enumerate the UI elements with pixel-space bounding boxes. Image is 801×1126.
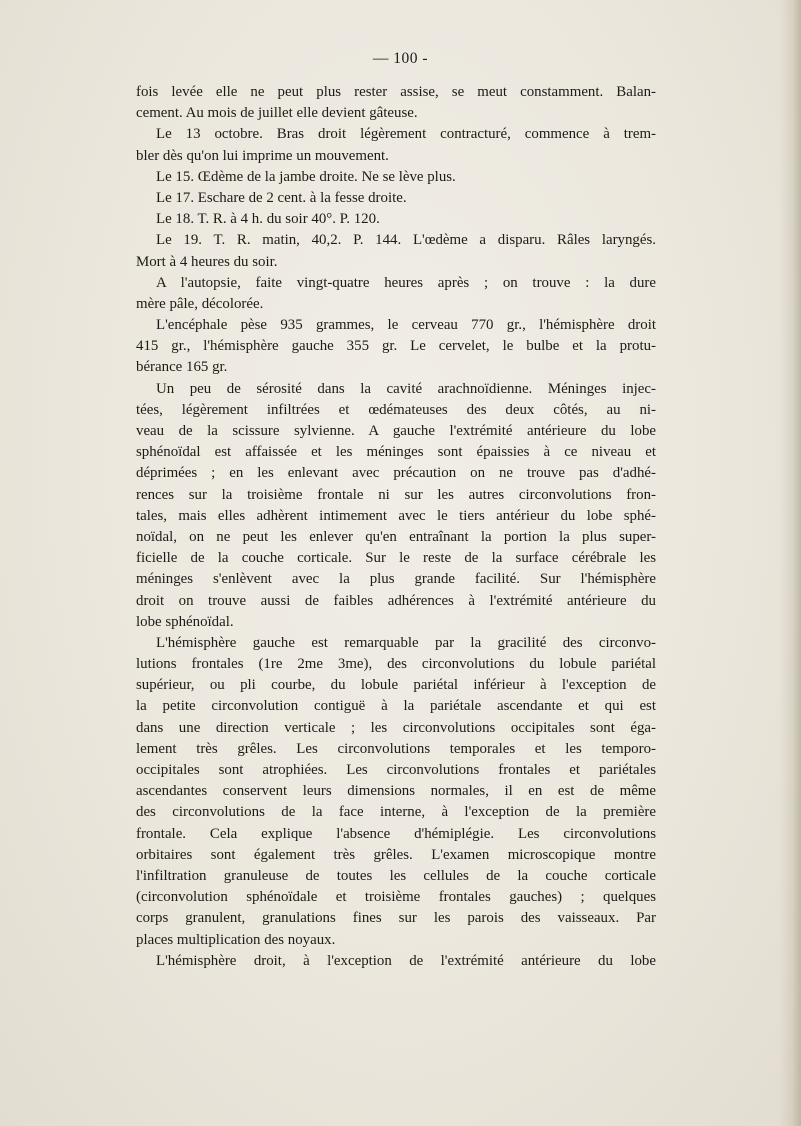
text-line: frontale. Cela explique l'absence d'hémiplégie. Les circonvolutions [136,825,656,842]
page-number: — 100 - [372,50,429,67]
text-line: L'hémisphère droit, à l'exception de l'extrémité antérieure du lobe [156,952,656,969]
text-line: Le 19. T. R. matin, 40,2. P. 144. L'œdème a disparu. Râles laryngés. [156,232,656,249]
text-line: bler dès qu'on lui imprime un mouvement. [136,147,389,164]
text-line: méninges s'enlèvent avec la plus grande facilité. Sur l'hémisphère [136,571,656,588]
text-line: la petite circonvolution contiguë à la pariétale ascendante et qui est [136,698,656,715]
text-line: lutions frontales (1re 2me 3me), des circonvolutions du lobule pariétal [136,656,656,673]
text-line: L'hémisphère gauche est remarquable par la gracilité des circonvo- [156,634,656,651]
body-text [136,82,656,972]
text-line: tées, légèrement infiltrées et œdémateuses des deux côtés, au ni- [136,401,656,418]
page-edge-shadow [779,0,801,1126]
text-line: ficielle de la couche corticale. Sur le reste de la surface cérébrale les [136,550,656,567]
text-line: tales, mais elles adhèrent intimement avec le tiers antérieur du lobe sphé- [136,507,656,524]
text-line: occipitales sont atrophiées. Les circonvolutions frontales et pariétales [136,762,656,778]
text-line: places multiplication des noyaux. [136,931,336,948]
text-line: corps granulent, granulations fines sur les parois des vaisseaux. Par [136,910,656,927]
text-line: sphénoïdal est affaissée et les méninges sont épaissies à ce niveau et [136,444,656,461]
text-line: l'infiltration granuleuse de toutes les cellules de la couche corticale [136,867,656,884]
text-line: fois levée elle ne peut plus rester assise, se meut constamment. Balan- [136,84,656,100]
text-line: orbitaires sont également très grêles. L'examen microscopique montre [136,846,656,863]
text-line: L'encéphale pèse 935 grammes, le cerveau 770 gr., l'hémisphère droit [156,317,656,334]
text-line: lobe sphénoïdal. [136,613,234,630]
text-line: supérieur, ou pli courbe, du lobule pariétal inférieur à l'exception de [136,677,656,694]
text-line: ascendantes conservent leurs dimensions normales, il en est de même [136,783,656,800]
text-line: Mort à 4 heures du soir. [136,253,278,270]
text-line: Le 13 octobre. Bras droit légèrement contracturé, commence à trem- [156,126,656,143]
text-line: veau de la scissure sylvienne. A gauche l'extrémité antérieure du lobe [136,423,656,439]
text-line: cement. Au mois de juillet elle devient gâteuse. [136,105,418,122]
text-line: (circonvolution sphénoïdale et troisième frontales gauches) ; quelques [136,889,656,906]
text-line: mère pâle, décolorée. [136,295,264,312]
text-line: bérance 165 gr. [136,359,228,376]
text-line: dans une direction verticale ; les circonvolutions occipitales sont éga- [136,719,656,736]
text-line: Le 18. T. R. à 4 h. du soir 40°. P. 120. [156,211,380,228]
text-line: droit on trouve aussi de faibles adhérences à l'extrémité antérieure du [136,592,656,609]
text-line: des circonvolutions de la face interne, à l'exception de la première [136,804,656,821]
text-line: rences sur la troisième frontale ni sur les autres circonvolutions fron- [136,486,656,503]
text-line: Le 17. Eschare de 2 cent. à la fesse droite. [156,189,407,206]
text-line: Le 15. Œdème de la jambe droite. Ne se lève plus. [156,168,456,185]
text-line: déprimées ; en les enlevant avec précaution on ne trouve pas d'adhé- [136,465,656,482]
text-line: Un peu de sérosité dans la cavité arachnoïdienne. Méninges injec- [156,380,656,397]
text-line: 415 gr., l'hémisphère gauche 355 gr. Le cervelet, le bulbe et la protu- [136,338,656,355]
text-line: noïdal, on ne peut les enlever qu'en entraînant la portion la plus super- [136,528,656,545]
text-line: lement très grêles. Les circonvolutions temporales et les temporo- [136,740,656,757]
text-line: A l'autopsie, faite vingt-quatre heures après ; on trouve : la dure [156,274,656,291]
